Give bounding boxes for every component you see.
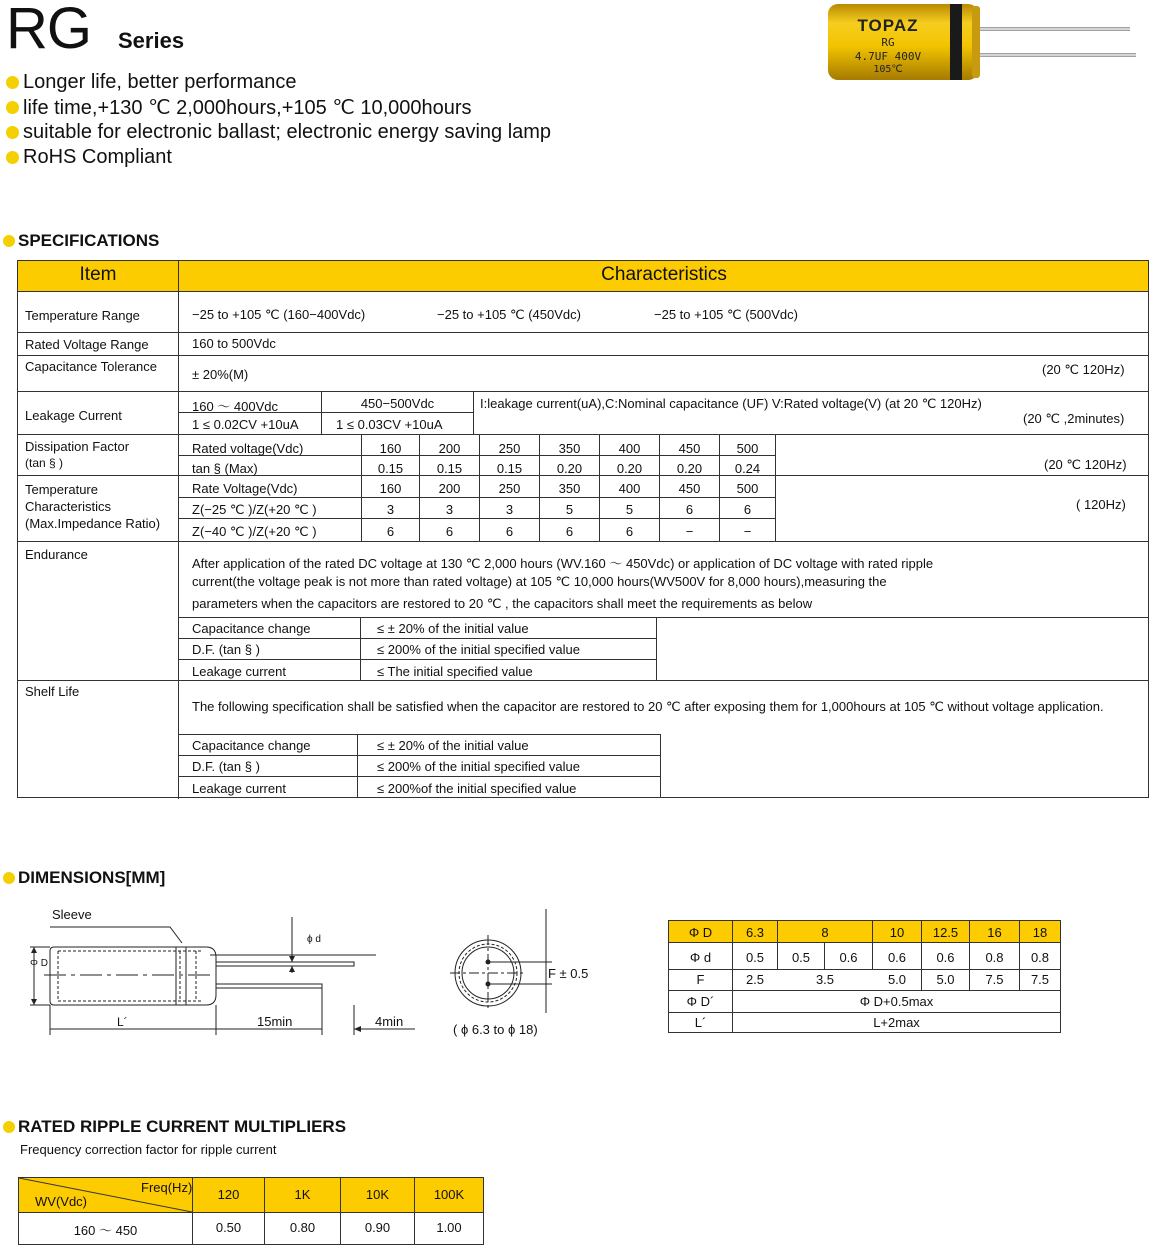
label-15min: 15min <box>257 1014 293 1029</box>
shelf-row-value: ≤ ± 20% of the initial value <box>377 738 529 753</box>
tc-z40: − <box>685 524 694 539</box>
dims-F-value: 7.5 <box>1030 972 1050 987</box>
dims-F-value: 5.0 <box>936 972 955 987</box>
df-value: 0.20 <box>556 461 583 476</box>
capacitor-brand: TOPAZ <box>857 16 919 35</box>
ripple-subtitle: Frequency correction factor for ripple current <box>20 1142 277 1157</box>
tc-z25: 3 <box>386 502 395 517</box>
label-phi-d-small: ϕ d <box>307 934 321 945</box>
dims-phid-value: 0.6 <box>887 950 907 965</box>
ripple-value: 1.00 <box>436 1220 462 1235</box>
df-cond: (20 ℃ 120Hz) <box>1044 457 1127 472</box>
side-view-drawing <box>10 905 430 1045</box>
label-sleeve: Sleeve <box>52 907 92 922</box>
df-value: 0.15 <box>496 461 523 476</box>
endurance-row-value: ≤ ± 20% of the initial value <box>377 621 529 636</box>
shelf-row-value: ≤ 200% of the initial specified value <box>377 759 580 774</box>
dims-L-label: L´ <box>694 1015 707 1030</box>
df-value: 0.20 <box>616 461 643 476</box>
df-voltage: 450 <box>678 441 701 456</box>
specifications-title: SPECIFICATIONS <box>3 231 159 251</box>
tc-z40: − <box>743 524 752 539</box>
capacitor-line2: 4.7UF 400V <box>854 50 922 63</box>
ripple-title: RATED RIPPLE CURRENT MULTIPLIERS <box>3 1117 346 1137</box>
label-L: L´ <box>117 1015 128 1029</box>
dims-phid-value: 0.8 <box>1030 950 1050 965</box>
tc-voltage: 250 <box>498 481 521 496</box>
shelf-row-value: ≤ 200%of the initial specified value <box>377 781 577 796</box>
ripple-freq: 120 <box>217 1187 240 1202</box>
bullet-icon <box>3 872 15 884</box>
series-word: Series <box>118 28 185 53</box>
end-view-drawing <box>440 905 560 1025</box>
tc-z25: 5 <box>565 502 574 517</box>
feature-list <box>6 70 551 170</box>
endurance-text-2: current(the voltage peak is not more than rated voltage) at 105 ℃ 10,000 hours(WV500V for 8,000 hours),measuring the <box>192 574 887 589</box>
shelf-row-label: D.F. (tan § ) <box>192 759 260 774</box>
dims-phiD-value: 10 <box>889 925 905 940</box>
specifications-table <box>17 260 1149 798</box>
label-4min: 4min <box>375 1014 404 1029</box>
endurance-row-label: D.F. (tan § ) <box>192 642 260 657</box>
df-voltage: 400 <box>618 441 641 456</box>
endurance-row-label: Capacitance change <box>192 621 311 636</box>
dims-F-value: 5.0 <box>887 972 907 987</box>
feature-item: RoHS Compliant <box>6 145 551 170</box>
bullet-icon <box>6 126 19 139</box>
ripple-value: 0.50 <box>215 1220 242 1235</box>
tc-z25: 3 <box>505 502 514 517</box>
df-voltage: 500 <box>736 441 759 456</box>
cap-tol-cond: (20 ℃ 120Hz) <box>1042 362 1125 377</box>
df-value: 0.24 <box>734 461 761 476</box>
endurance-label: Endurance <box>25 547 88 562</box>
tc-z40: 6 <box>386 524 395 539</box>
df-voltage: 200 <box>438 441 461 456</box>
tc-z25: 6 <box>685 502 694 517</box>
bullet-icon <box>6 151 19 164</box>
leakage-h2: 450−500Vdc <box>360 396 435 411</box>
df-voltage: 250 <box>498 441 521 456</box>
capacitor-end <box>972 6 980 78</box>
dims-F-value: 7.5 <box>985 972 1004 987</box>
dimensions-table <box>668 920 1061 1033</box>
dims-phiD-value: 6.3 <box>745 925 765 940</box>
endurance-row-value: ≤ The initial specified value <box>377 664 533 679</box>
leakage-note: I:leakage current(uA),C:Nominal capacitance (UF) V:Rated voltage(V) (at 20 ℃ 120Hz) <box>480 396 982 411</box>
leakage-f1: 1 ≤ 0.02CV +10uA <box>192 417 299 432</box>
dims-phiD-value: 8 <box>821 925 829 940</box>
df-value: 0.15 <box>436 461 463 476</box>
tc-voltage: 350 <box>558 481 581 496</box>
dims-phid-value: 0.8 <box>985 950 1004 965</box>
feature-item: suitable for electronic ballast; electronic energy saving lamp <box>6 120 551 145</box>
shelf-label: Shelf Life <box>25 684 80 699</box>
tc-voltage: 200 <box>438 481 461 496</box>
tc-voltage: 500 <box>736 481 759 496</box>
dims-phid-label: Φ d <box>689 950 712 965</box>
dims-phiD2-value: Φ D+0.5max <box>859 994 934 1009</box>
feature-item: life time,+130 ℃ 2,000hours,+105 ℃ 10,000hours <box>6 95 551 120</box>
shelf-row-label: Capacitance change <box>192 738 311 753</box>
capacitor-band <box>950 4 962 80</box>
cap-tol-value: ± 20%(M) <box>192 367 249 382</box>
label-phi-D: Φ D <box>30 958 48 969</box>
bullet-icon <box>3 1121 15 1133</box>
tc-label-2: Characteristics <box>25 499 111 514</box>
capacitor-line1: RG <box>881 36 895 49</box>
ripple-corner-wv: WV(Vdc) <box>35 1194 87 1209</box>
leakage-f2: 1 ≤ 0.03CV +10uA <box>336 417 443 432</box>
shelf-text: The following specification shall be satisfied when the capacitor are restored to 20 ℃ after exposing them for 1,000hours at 105 ℃ without voltage application. <box>192 699 1104 714</box>
capacitor-lead <box>976 27 1130 31</box>
dims-phiD-value: 12.5 <box>932 925 959 940</box>
ripple-value: 0.80 <box>289 1220 316 1235</box>
tc-z40: 6 <box>505 524 514 539</box>
dims-F-value: 2.5 <box>745 972 765 987</box>
tc-z25: 3 <box>445 502 454 517</box>
tc-z25: 6 <box>743 502 752 517</box>
endurance-row-label: Leakage current <box>192 664 286 679</box>
df-value: 0.20 <box>676 461 703 476</box>
ripple-freq: 10K <box>365 1187 390 1202</box>
temp-range-v3: −25 to +105 ℃ (500Vdc) <box>654 307 798 322</box>
dims-phid-value: 0.6 <box>936 950 955 965</box>
tc-z40: 6 <box>625 524 634 539</box>
leakage-label: Leakage Current <box>25 408 122 423</box>
tc-z40: 6 <box>445 524 454 539</box>
col-item-header: Item <box>79 264 117 285</box>
feature-item: Longer life, better performance <box>6 70 551 95</box>
leakage-h1: 160 ～ 400Vdc <box>192 399 279 414</box>
dims-phid-value: 0.5 <box>791 950 811 965</box>
tc-label-3: (Max.Impedance Ratio) <box>25 516 161 531</box>
dims-phiD-value: 18 <box>1032 925 1048 940</box>
tc-row2-label: Z(−25 ℃ )/Z(+20 ℃ ) <box>192 502 317 517</box>
df-voltage: 350 <box>558 441 581 456</box>
dims-F-label: F <box>696 972 705 987</box>
tc-z25: 5 <box>625 502 634 517</box>
tc-label-1: Temperature <box>25 482 98 497</box>
rated-voltage-label: Rated Voltage Range <box>25 337 149 352</box>
dims-phiD2-label: Φ D´ <box>686 994 715 1009</box>
temp-range-label: Temperature Range <box>25 308 140 323</box>
leakage-cond: (20 ℃ ,2minutes) <box>1023 411 1125 426</box>
tc-voltage: 450 <box>678 481 701 496</box>
dims-phid-value: 0.5 <box>745 950 765 965</box>
bullet-icon <box>6 101 19 114</box>
ripple-freq: 1K <box>294 1187 311 1202</box>
capacitor-line3: 105℃ <box>873 64 903 75</box>
endurance-row-value: ≤ 200% of the initial specified value <box>377 642 580 657</box>
tc-voltage: 160 <box>379 481 402 496</box>
dims-L-value: L+2max <box>873 1015 920 1030</box>
label-diameter-range: ( ϕ 6.3 to ϕ 18) <box>453 1022 538 1037</box>
dims-phiD-label: Φ D <box>688 925 713 940</box>
ripple-table <box>18 1177 484 1245</box>
tc-z40: 6 <box>565 524 574 539</box>
col-characteristics-header: Characteristics <box>601 264 727 285</box>
rated-voltage-value: 160 to 500Vdc <box>192 336 276 351</box>
dims-phiD-value: 16 <box>987 925 1002 940</box>
ripple-row-label: 160 ～ 450 <box>73 1223 138 1238</box>
ripple-freq: 100K <box>433 1187 465 1202</box>
tc-row3-label: Z(−40 ℃ )/Z(+20 ℃ ) <box>192 524 317 539</box>
temp-range-v2: −25 to +105 ℃ (450Vdc) <box>437 307 581 322</box>
cap-tol-label: Capacitance Tolerance <box>25 359 158 374</box>
label-F-tolerance: F ± 0.5 <box>548 966 589 981</box>
temp-range-v1: −25 to +105 ℃ (160−400Vdc) <box>192 307 366 322</box>
ripple-corner-freq: Freq(Hz) <box>141 1180 193 1195</box>
df-value: 0.15 <box>377 461 404 476</box>
endurance-text-3: parameters when the capacitors are restored to 20 ℃ , the capacitors shall meet the requirements as below <box>192 596 813 611</box>
tc-row1-label: Rate Voltage(Vdc) <box>192 481 298 496</box>
df-label-1: Dissipation Factor <box>25 439 130 454</box>
endurance-text-1: After application of the rated DC voltage at 130 ℃ 2,000 hours (WV.160 ～ 450Vdc) or application of DC voltage with rated ripple <box>192 556 934 571</box>
dims-phid-value: 0.6 <box>839 950 858 965</box>
series-code: RG <box>6 0 91 61</box>
df-row1-label: Rated voltage(Vdc) <box>192 441 304 456</box>
tc-voltage: 400 <box>618 481 641 496</box>
df-label-2: (tan § ) <box>25 456 64 470</box>
df-voltage: 160 <box>379 441 402 456</box>
shelf-row-label: Leakage current <box>192 781 286 796</box>
dimensions-title: DIMENSIONS[MM] <box>3 868 165 888</box>
df-row2-label: tan § (Max) <box>192 461 258 476</box>
tc-cond: ( 120Hz) <box>1076 497 1126 512</box>
capacitor-lead <box>976 53 1136 57</box>
ripple-value: 0.90 <box>364 1220 391 1235</box>
bullet-icon <box>6 76 19 89</box>
dims-F-value: 3.5 <box>815 972 835 987</box>
bullet-icon <box>3 235 15 247</box>
